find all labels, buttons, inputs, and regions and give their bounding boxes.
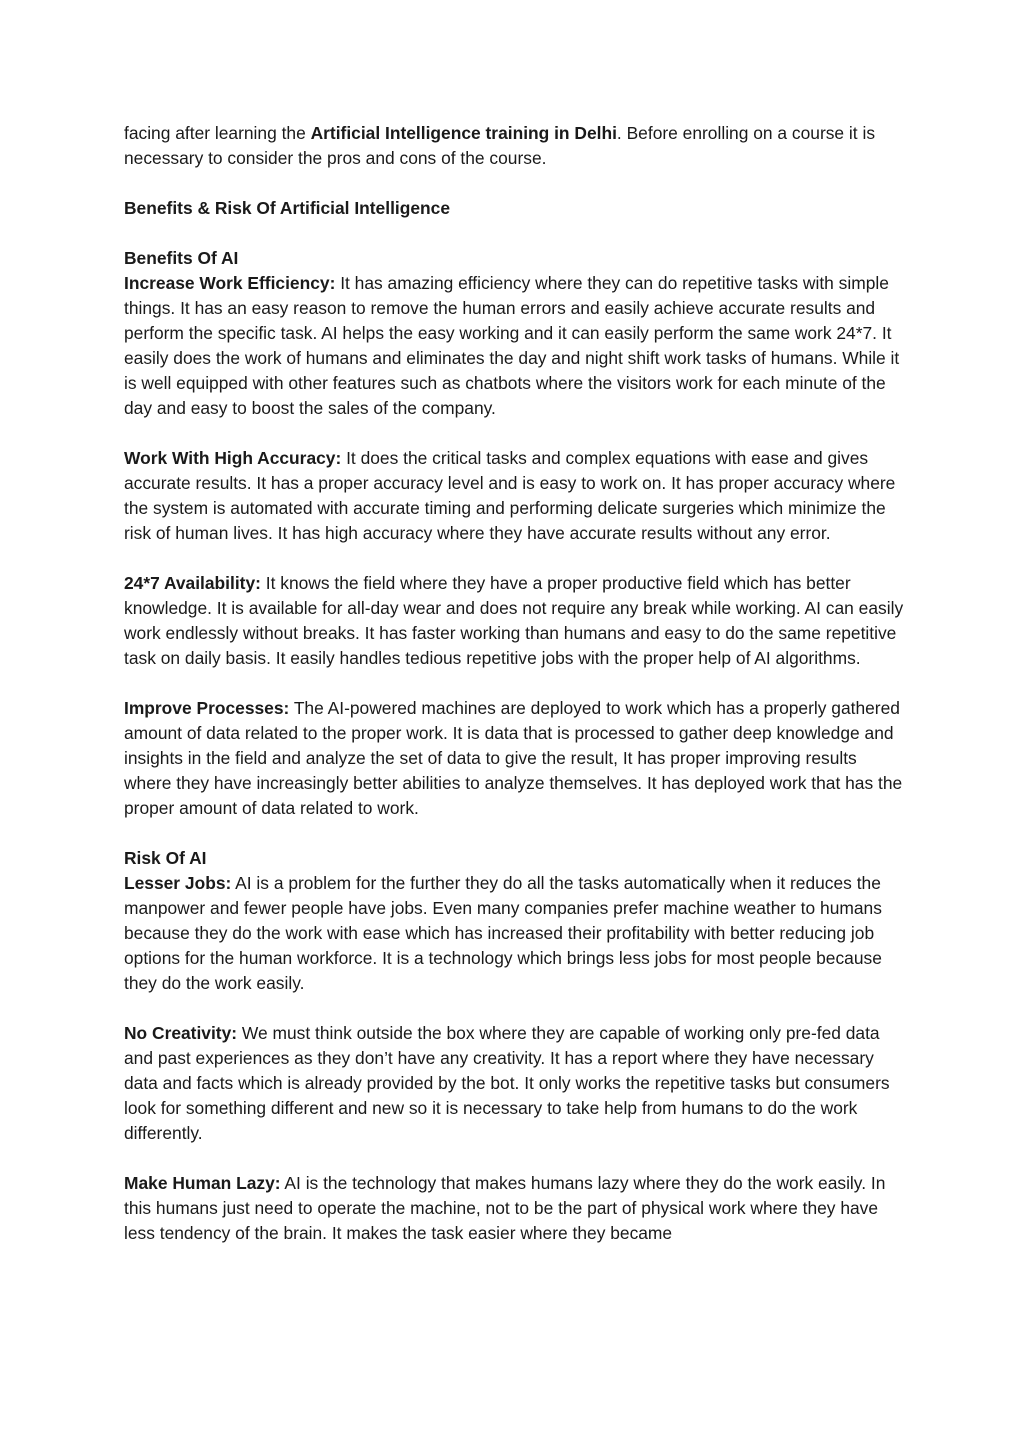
- paragraph-gap: [124, 671, 904, 696]
- paragraph-gap: [124, 821, 904, 846]
- benefit-label: 24*7 Availability:: [124, 573, 261, 593]
- benefit-label: Improve Processes:: [124, 698, 290, 718]
- benefit-text: It knows the field where they have a proper productive field which has better knowledge. It is available for all-day wear and does not require any break while working. AI can easily work endlessly without breaks. It has faster working than humans and easy to do the same repetitive task on daily basis. It easily handles tedious repetitive jobs with the proper help of AI algorithms.: [124, 573, 904, 668]
- benefit-paragraph-accuracy: [124, 446, 904, 546]
- intro-text-after: . Before enrolling on a course it is necessary to consider the pros and cons of the course.: [124, 123, 876, 168]
- intro-paragraph: [124, 121, 904, 171]
- risk-label: Make Human Lazy:: [124, 1173, 281, 1193]
- benefit-paragraph-processes: [124, 696, 904, 821]
- paragraph-gap: [124, 221, 904, 246]
- benefit-text: It has amazing efficiency where they can do repetitive tasks with simple things. It has an easy reason to remove the human errors and easily achieve accurate results and perform the specific task. AI helps the easy working and it can easily perform the same work 24*7. It easily does the work of humans and eliminates the day and night shift work tasks of humans. While it is well equipped with other features such as chatbots where the visitors work for each minute of the day and easy to boost the sales of the company.: [124, 273, 900, 418]
- paragraph-gap: [124, 171, 904, 196]
- risks-heading-text: Risk Of AI: [124, 848, 207, 868]
- risk-label: No Creativity:: [124, 1023, 238, 1043]
- benefits-heading-text: Benefits Of AI: [124, 248, 239, 268]
- benefit-paragraph-efficiency: [124, 271, 904, 421]
- document-page: [124, 121, 904, 1246]
- intro-bold-link-text: Artificial Intelligence training in Delhi: [310, 123, 617, 143]
- risk-paragraph-jobs: [124, 871, 904, 996]
- paragraph-gap: [124, 1146, 904, 1171]
- main-heading-text: Benefits & Risk Of Artificial Intelligence: [124, 198, 450, 218]
- paragraph-gap: [124, 421, 904, 446]
- risk-text: AI is the technology that makes humans lazy where they do the work easily. In this humans just need to operate the machine, not to be the part of physical work where they have less tendency of the brain. It makes the task easier where they became: [124, 1173, 886, 1243]
- risk-text: We must think outside the box where they are capable of working only pre-fed data and past experiences as they don’t have any creativity. It has a report where they have necessary data and facts which is already provided by the bot. It only works the repetitive tasks but consumers look for something different and new so it is necessary to take help from humans to do the work differently.: [124, 1023, 890, 1143]
- benefit-text: It does the critical tasks and complex equations with ease and gives accurate results. It has a proper accuracy level and is easy to work on. It has proper accuracy where the system is automated with accurate timing and performing delicate surgeries which minimize the risk of human lives. It has high accuracy where they have accurate results without any error.: [124, 448, 896, 543]
- risk-paragraph-lazy: [124, 1171, 904, 1246]
- benefit-label: Work With High Accuracy:: [124, 448, 342, 468]
- benefit-text: The AI-powered machines are deployed to work which has a properly gathered amount of data related to the proper work. It is data that is processed to gather deep knowledge and insights in the field and analyze the set of data to give the result, It has proper improving results where they have increasingly better abilities to analyze themselves. It has deployed work that has the proper amount of data related to work.: [124, 698, 903, 818]
- risk-paragraph-creativity: [124, 1021, 904, 1146]
- paragraph-gap: [124, 996, 904, 1021]
- paragraph-gap: [124, 546, 904, 571]
- risk-text: AI is a problem for the further they do all the tasks automatically when it reduces the manpower and fewer people have jobs. Even many companies prefer machine weather to humans because they do the work with ease which has increased their profitability with better reducing job options for the human workforce. It is a technology which brings less jobs for most people because they do the work easily.: [124, 873, 882, 993]
- intro-text-before: facing after learning the: [124, 123, 311, 143]
- risks-heading: [124, 846, 904, 871]
- benefit-paragraph-availability: [124, 571, 904, 671]
- benefits-heading: [124, 246, 904, 271]
- main-heading: [124, 196, 904, 221]
- benefit-label: Increase Work Efficiency:: [124, 273, 336, 293]
- risk-label: Lesser Jobs:: [124, 873, 232, 893]
